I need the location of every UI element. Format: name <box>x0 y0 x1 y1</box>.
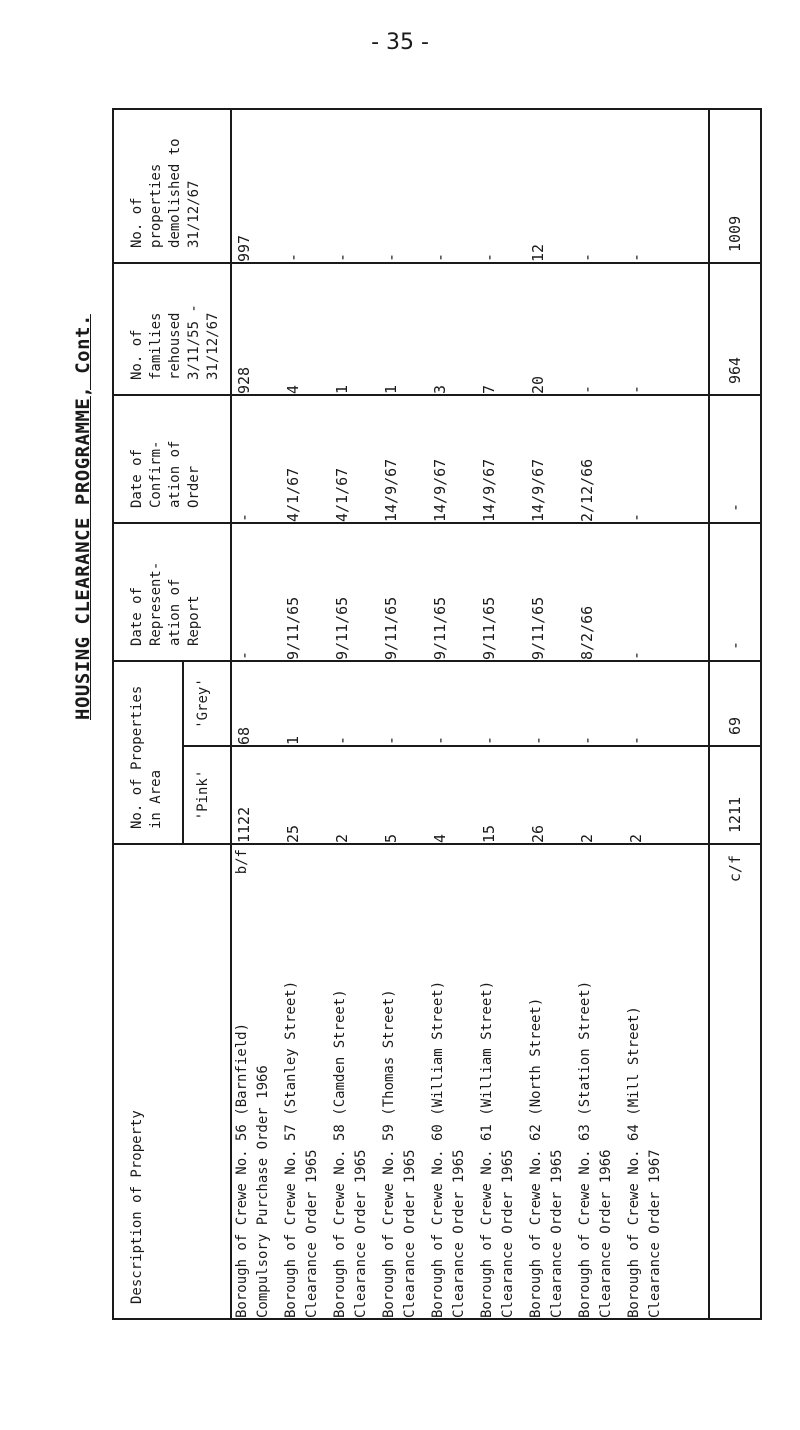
description-row: Borough of Crewe No. 59 (Thomas Street) Clearance Order 1965 <box>381 989 418 1318</box>
demolished-cell: - <box>382 252 400 262</box>
pink-cell: 15 <box>480 824 498 843</box>
carried-forward: c/f <box>709 844 761 1319</box>
rehoused-cell: 3 <box>431 384 449 394</box>
demolished-cell: 997 <box>235 234 253 262</box>
col-header-pink: 'Pink' <box>183 746 231 844</box>
grey-cell: 1 <box>284 735 302 745</box>
demolished-cell: - <box>431 252 449 262</box>
description-row: Borough of Crewe No. 62 (North Street) Clearance Order 1965 <box>528 997 565 1318</box>
clearance-table <box>112 108 762 1320</box>
totals-row <box>709 109 761 1319</box>
col-header-rehoused: No. of families rehoused 3/11/55 - 31/12/67 <box>113 263 231 395</box>
confirmation-cell: 2/12/66 <box>578 458 596 522</box>
representation-cell: 9/11/65 <box>284 596 302 660</box>
grey-column <box>231 661 709 746</box>
pink-cell: 2 <box>333 833 351 843</box>
pink-cell: 2 <box>578 833 596 843</box>
description-row: Borough of Crewe No. 63 (Station Street) Clearance Order 1966 <box>577 980 614 1318</box>
description-row: b/f Borough of Crewe No. 56 (Barnfield) Compulsory Purchase Order 1966 <box>232 845 281 1318</box>
demolished-cell: - <box>480 252 498 262</box>
pink-cell: 2 <box>627 833 645 843</box>
representation-cell: 9/11/65 <box>431 596 449 660</box>
representation-cell: 9/11/65 <box>529 596 547 660</box>
confirmation-cell: 14/9/67 <box>382 458 400 522</box>
pink-cell: 5 <box>382 833 400 843</box>
col-header-confirmation: Date of Confirm-ation of Order <box>113 395 231 523</box>
col-header-description: Description of Property <box>113 844 231 1319</box>
rehoused-cell: 4 <box>284 384 302 394</box>
grey-cell: - <box>333 735 351 745</box>
confirmation-cell: 4/1/67 <box>284 467 302 522</box>
total-representation: - <box>709 523 761 661</box>
representation-cell: 9/11/65 <box>480 596 498 660</box>
representation-column <box>231 523 709 661</box>
total-grey: 69 <box>709 661 761 746</box>
rehoused-cell: 7 <box>480 384 498 394</box>
rehoused-cell: 1 <box>382 384 400 394</box>
rotated-table-stage <box>72 110 772 1320</box>
rehoused-cell: 928 <box>235 366 253 394</box>
grey-cell: - <box>578 735 596 745</box>
col-header-representation: Date of Represent-ation of Report <box>113 523 231 661</box>
rehoused-cell: - <box>627 384 645 394</box>
confirmation-cell: - <box>627 512 645 522</box>
description-row: Borough of Crewe No. 57 (Stanley Street) Clearance Order 1965 <box>283 980 320 1318</box>
rehoused-cell: 1 <box>333 384 351 394</box>
grey-cell: - <box>382 735 400 745</box>
section-heading: HOUSING CLEARANCE PROGRAMME, Cont. <box>72 314 94 720</box>
description-column <box>231 844 709 1319</box>
grey-cell: - <box>480 735 498 745</box>
demolished-cell: - <box>333 252 351 262</box>
grey-cell: - <box>431 735 449 745</box>
grey-cell: - <box>627 735 645 745</box>
pink-cell: 4 <box>431 833 449 843</box>
confirmation-cell: 14/9/67 <box>480 458 498 522</box>
demolished-cell: - <box>627 252 645 262</box>
demolished-cell: 12 <box>529 243 547 262</box>
confirmation-cell: 14/9/67 <box>431 458 449 522</box>
representation-cell: 9/11/65 <box>333 596 351 660</box>
confirmation-cell: - <box>235 512 253 522</box>
total-pink: 1211 <box>709 746 761 844</box>
rehoused-cell: - <box>578 384 596 394</box>
pink-cell: 1122 <box>235 806 253 843</box>
representation-cell: 9/11/65 <box>382 596 400 660</box>
description-row: Borough of Crewe No. 61 (William Street) Clearance Order 1965 <box>479 980 516 1318</box>
demolished-cell: - <box>284 252 302 262</box>
rehoused-column <box>231 263 709 395</box>
demolished-column <box>231 109 709 263</box>
representation-cell: 8/2/66 <box>578 605 596 660</box>
pink-cell: 25 <box>284 824 302 843</box>
confirmation-column <box>231 395 709 523</box>
description-row: Borough of Crewe No. 58 (Camden Street) Clearance Order 1965 <box>332 989 369 1318</box>
representation-cell: - <box>235 650 253 660</box>
description-row: Borough of Crewe No. 64 (Mill Street) Clearance Order 1967 <box>626 1006 663 1318</box>
description-row: Borough of Crewe No. 60 (William Street) Clearance Order 1965 <box>430 980 467 1318</box>
grey-cell: 68 <box>235 726 253 745</box>
total-demolished: 1009 <box>709 109 761 263</box>
col-header-grey: 'Grey' <box>183 661 231 746</box>
rehoused-cell: 20 <box>529 375 547 394</box>
page-number: - 35 - <box>371 30 429 55</box>
pink-cell: 26 <box>529 824 547 843</box>
grey-cell: - <box>529 735 547 745</box>
total-rehoused: 964 <box>709 263 761 395</box>
brought-forward: b/f <box>234 849 250 875</box>
col-header-demolished: No. of properties demolished to 31/12/67 <box>113 109 231 263</box>
pink-column <box>231 746 709 844</box>
col-header-properties-group: No. of Properties in Area <box>113 661 183 844</box>
total-confirmation: - <box>709 395 761 523</box>
confirmation-cell: 4/1/67 <box>333 467 351 522</box>
confirmation-cell: 14/9/67 <box>529 458 547 522</box>
demolished-cell: - <box>578 252 596 262</box>
representation-cell: - <box>627 650 645 660</box>
